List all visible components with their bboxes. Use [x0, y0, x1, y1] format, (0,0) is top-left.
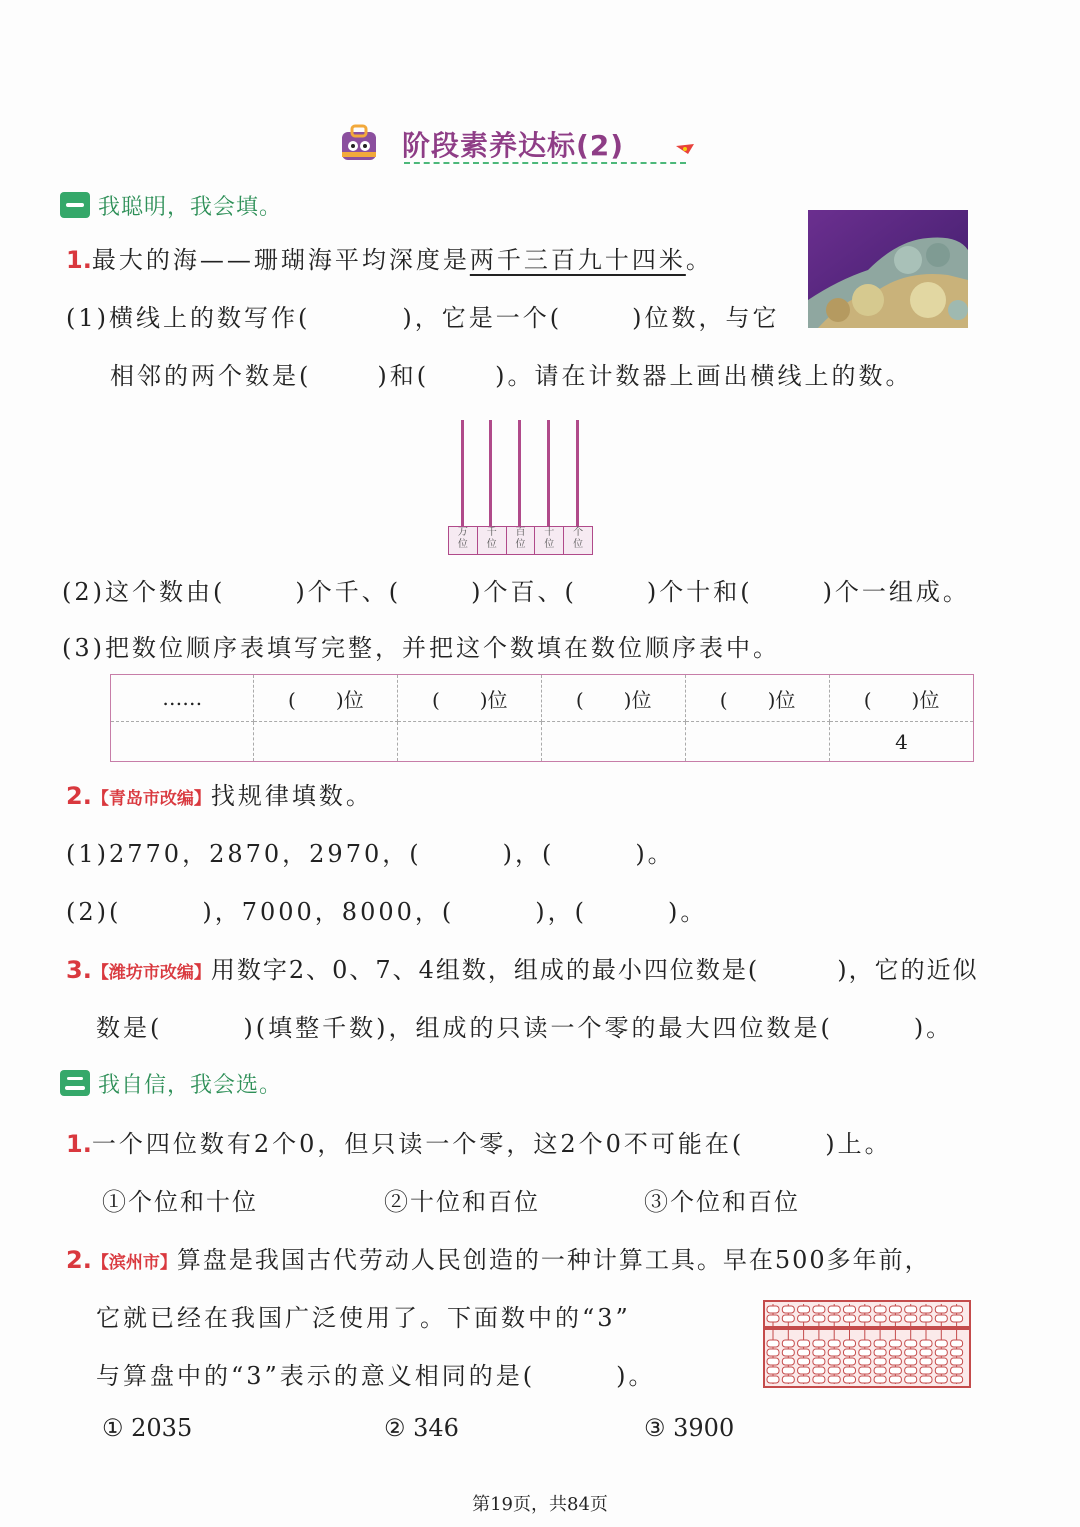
part1-text-b: )，它是一个(: [402, 304, 563, 332]
source-tag: 【青岛市改编】: [91, 789, 211, 809]
counting-frame[interactable]: [448, 420, 593, 555]
option-1[interactable]: ①个位和十位: [102, 1188, 258, 1216]
abacus-bead: [767, 1367, 779, 1374]
section-2-title: 我自信，我会选。: [98, 1072, 283, 1098]
abacus-bead: [828, 1349, 840, 1356]
place-label-cell: 万 位: [449, 527, 478, 554]
abacus-bead: [782, 1349, 794, 1356]
rod[interactable]: [461, 420, 464, 526]
source-tag: 【滨州市】: [91, 1253, 177, 1273]
part1-text-e: )和(: [377, 362, 430, 390]
abacus-bead: [905, 1340, 917, 1347]
abacus-bead: [798, 1367, 810, 1374]
q1-2-part2: [66, 892, 866, 926]
abacus-bead: [905, 1306, 917, 1313]
abacus-bead: [920, 1349, 932, 1356]
abacus-bead: [874, 1349, 886, 1356]
abacus-bead: [889, 1367, 901, 1374]
part1-text-f: )。请在计数器上画出横线上的数。: [495, 362, 913, 390]
abacus-bead: [935, 1315, 947, 1322]
section-number-one-icon: [60, 192, 90, 218]
abacus-bead: [935, 1376, 947, 1383]
rod[interactable]: [518, 420, 521, 526]
abacus-bead: [828, 1315, 840, 1322]
table-header-cell: ……: [111, 675, 254, 722]
place-label-cell: 个 位: [573, 527, 584, 550]
rod[interactable]: [547, 420, 550, 526]
abacus-bead: [798, 1315, 810, 1322]
q2-2: [66, 1240, 1006, 1274]
table-cell[interactable]: [254, 722, 398, 762]
abacus-bead: [920, 1315, 932, 1322]
rod[interactable]: [576, 420, 579, 526]
question-number: 3.: [66, 956, 92, 984]
abacus-bead: [951, 1358, 963, 1365]
q2-2-cont1: [96, 1298, 736, 1332]
part1-text: (1)2770，2870，2970，( )，( )。: [66, 840, 675, 868]
table-cell[interactable]: [542, 722, 686, 762]
part2-text-d: )个十和(: [646, 578, 753, 606]
abacus-bead: [951, 1340, 963, 1347]
abacus-bead: [951, 1315, 963, 1322]
part2-text-b: )个千、(: [295, 578, 402, 606]
abacus-bead: [859, 1367, 871, 1374]
underlined-number-text: 两千三百九十四米: [469, 246, 686, 274]
bag-icon: [338, 122, 380, 164]
section-1-header: [60, 190, 282, 220]
abacus-bead: [859, 1306, 871, 1313]
abacus-bead: [844, 1306, 856, 1313]
abacus-bead: [935, 1340, 947, 1347]
part3-text: (3)把数位顺序表填写完整，并把这个数填在数位顺序表中。: [62, 634, 780, 662]
table-row: [111, 722, 974, 762]
abacus-bead: [813, 1315, 825, 1322]
abacus-bead: [782, 1315, 794, 1322]
question-text: 找规律填数。: [210, 782, 373, 810]
abacus-bead: [798, 1340, 810, 1347]
place-label-cell: 百 位: [507, 527, 536, 554]
abacus-bead: [935, 1358, 947, 1365]
abacus-bead: [767, 1349, 779, 1356]
abacus-bead: [844, 1367, 856, 1374]
q1-1: [66, 240, 806, 274]
abacus-bead: [828, 1376, 840, 1383]
abacus-bead: [935, 1306, 947, 1313]
abacus-bead: [859, 1315, 871, 1322]
abacus-bead: [782, 1358, 794, 1365]
abacus-bead: [813, 1349, 825, 1356]
q2-2-cont2: [96, 1356, 736, 1390]
option-1[interactable]: ① 2035: [102, 1414, 193, 1442]
q2-2-options: [102, 1414, 962, 1444]
abacus-bead: [828, 1358, 840, 1365]
table-header-row: [111, 675, 974, 722]
abacus-bead: [920, 1340, 932, 1347]
abacus-picture: [763, 1300, 971, 1388]
q1-3: [66, 950, 1006, 984]
q1-1-part1-cont: [110, 356, 930, 390]
flag-icon: [674, 142, 696, 160]
section-1-title: 我聪明，我会填。: [98, 194, 283, 220]
question-number: 2.: [66, 1246, 92, 1274]
abacus-bead: [874, 1306, 886, 1313]
table-cell[interactable]: [686, 722, 830, 762]
abacus-bead: [889, 1349, 901, 1356]
question-number: 1.: [66, 1130, 92, 1158]
abacus-bead: [828, 1367, 840, 1374]
abacus-bead: [844, 1340, 856, 1347]
part1-text-c: )位数，与它: [632, 304, 780, 332]
abacus-bead: [798, 1358, 810, 1365]
abacus-bead: [767, 1358, 779, 1365]
abacus-bead: [859, 1340, 871, 1347]
abacus-bead: [859, 1358, 871, 1365]
part2-text-a: (2)这个数由(: [62, 578, 226, 606]
table-header-cell[interactable]: ( )位: [830, 675, 974, 722]
q1-1-part2: [62, 572, 970, 606]
q1-2: [66, 776, 866, 810]
table-cell[interactable]: 4: [830, 722, 974, 762]
abacus-bead: [798, 1349, 810, 1356]
abacus-bead: [874, 1340, 886, 1347]
abacus-bead: [767, 1376, 779, 1383]
option-2[interactable]: ② 346: [384, 1414, 459, 1442]
question-text-a: 用数字2、0、7、4组数，组成的最小四位数是( )，它的近似: [210, 956, 979, 984]
abacus-bead: [844, 1315, 856, 1322]
abacus-bead: [767, 1306, 779, 1313]
question-text-a: 算盘是我国古代劳动人民创造的一种计算工具。早在500多年前，: [176, 1246, 931, 1274]
abacus-bead: [889, 1340, 901, 1347]
abacus-bead: [951, 1306, 963, 1313]
part2-text-c: )个百、(: [471, 578, 577, 606]
option-3[interactable]: ③ 3900: [644, 1414, 735, 1442]
abacus-bead: [813, 1340, 825, 1347]
abacus-bead: [844, 1358, 856, 1365]
abacus-bead: [905, 1349, 917, 1356]
source-tag: 【潍坊市改编】: [91, 963, 211, 983]
q1-2-part1: [66, 834, 866, 868]
abacus-bead: [889, 1306, 901, 1313]
abacus-bead: [935, 1349, 947, 1356]
abacus-bead: [874, 1358, 886, 1365]
table-header-cell[interactable]: ( )位: [686, 675, 830, 722]
question-number: 1.: [66, 246, 92, 274]
abacus-bead: [905, 1376, 917, 1383]
abacus-bead: [767, 1315, 779, 1322]
abacus-bead: [844, 1376, 856, 1383]
abacus-bead: [920, 1367, 932, 1374]
abacus-bead: [935, 1367, 947, 1374]
abacus-bead: [889, 1376, 901, 1383]
table-cell[interactable]: [111, 722, 254, 762]
abacus-bead: [813, 1358, 825, 1365]
page-footer: 第19页，共84页: [472, 1494, 608, 1515]
page-title: 阶段素养达标(2): [402, 129, 625, 162]
question-text: 一个四位数有2个0，但只读一个零，这2个0不可能在( )上。: [91, 1130, 892, 1158]
q2-1-options: [102, 1182, 962, 1216]
place-value-table: [110, 674, 974, 762]
abacus-bead: [828, 1340, 840, 1347]
title-area: [338, 122, 698, 166]
question-text: 最大的海——珊瑚海平均深度是: [91, 246, 470, 274]
part1-text-a: (1)横线上的数写作(: [66, 304, 311, 332]
abacus-bead: [951, 1367, 963, 1374]
abacus-bead: [889, 1358, 901, 1365]
abacus-bead: [874, 1315, 886, 1322]
abacus-bead: [874, 1376, 886, 1383]
part2-text: (2)( )，7000，8000，( )，( )。: [66, 898, 708, 926]
abacus-bead: [782, 1340, 794, 1347]
abacus-bead: [798, 1376, 810, 1383]
abacus-bead: [859, 1376, 871, 1383]
abacus-bead: [813, 1376, 825, 1383]
abacus-bead: [859, 1349, 871, 1356]
coral-photo: [808, 210, 968, 328]
option-2[interactable]: ②十位和百位: [384, 1188, 540, 1216]
abacus-bead: [951, 1376, 963, 1383]
abacus-bead: [767, 1340, 779, 1347]
abacus-bead: [874, 1367, 886, 1374]
abacus-bead: [905, 1367, 917, 1374]
question-number: 2.: [66, 782, 92, 810]
abacus-bead: [844, 1349, 856, 1356]
part2-text-e: )个一组成。: [822, 578, 970, 606]
abacus-bead: [782, 1376, 794, 1383]
table-header-cell[interactable]: ( )位: [254, 675, 398, 722]
abacus-bead: [920, 1306, 932, 1313]
question-text-end: 。: [685, 246, 713, 274]
question-text-b: 数是( )(填整千数)，组成的只读一个零的最大四位数是( )。: [96, 1014, 954, 1042]
section-2-header: [60, 1068, 282, 1098]
abacus-bead: [798, 1306, 810, 1313]
table-cell[interactable]: [398, 722, 542, 762]
abacus-bead: [828, 1306, 840, 1313]
place-label-cell: 千 位: [478, 527, 507, 554]
abacus-bead: [782, 1306, 794, 1313]
q1-1-part1: [66, 298, 806, 332]
q1-1-part3: [62, 628, 962, 662]
option-3[interactable]: ③个位和百位: [644, 1188, 800, 1216]
abacus-bead: [889, 1315, 901, 1322]
abacus-bead: [813, 1306, 825, 1313]
q1-3-cont: [96, 1008, 996, 1042]
table-header-cell[interactable]: ( )位: [542, 675, 686, 722]
question-text-c: 与算盘中的“3”表示的意义相同的是( )。: [96, 1362, 656, 1390]
table-header-cell[interactable]: ( )位: [398, 675, 542, 722]
counter-base: [448, 526, 593, 555]
part1-text-d: 相邻的两个数是(: [110, 362, 312, 390]
abacus-bead: [920, 1376, 932, 1383]
abacus-bead: [951, 1349, 963, 1356]
abacus-bead: [905, 1315, 917, 1322]
abacus-bead: [920, 1358, 932, 1365]
abacus-bead: [905, 1358, 917, 1365]
place-label-cell: 十 位: [535, 527, 564, 554]
section-number-two-icon: [60, 1070, 90, 1096]
rod[interactable]: [489, 420, 492, 526]
abacus-bead: [782, 1367, 794, 1374]
question-text-b: 它就已经在我国广泛使用了。下面数中的“3”: [96, 1304, 631, 1332]
q2-1: [66, 1124, 966, 1158]
title-underline: [404, 162, 686, 164]
abacus-bead: [813, 1367, 825, 1374]
